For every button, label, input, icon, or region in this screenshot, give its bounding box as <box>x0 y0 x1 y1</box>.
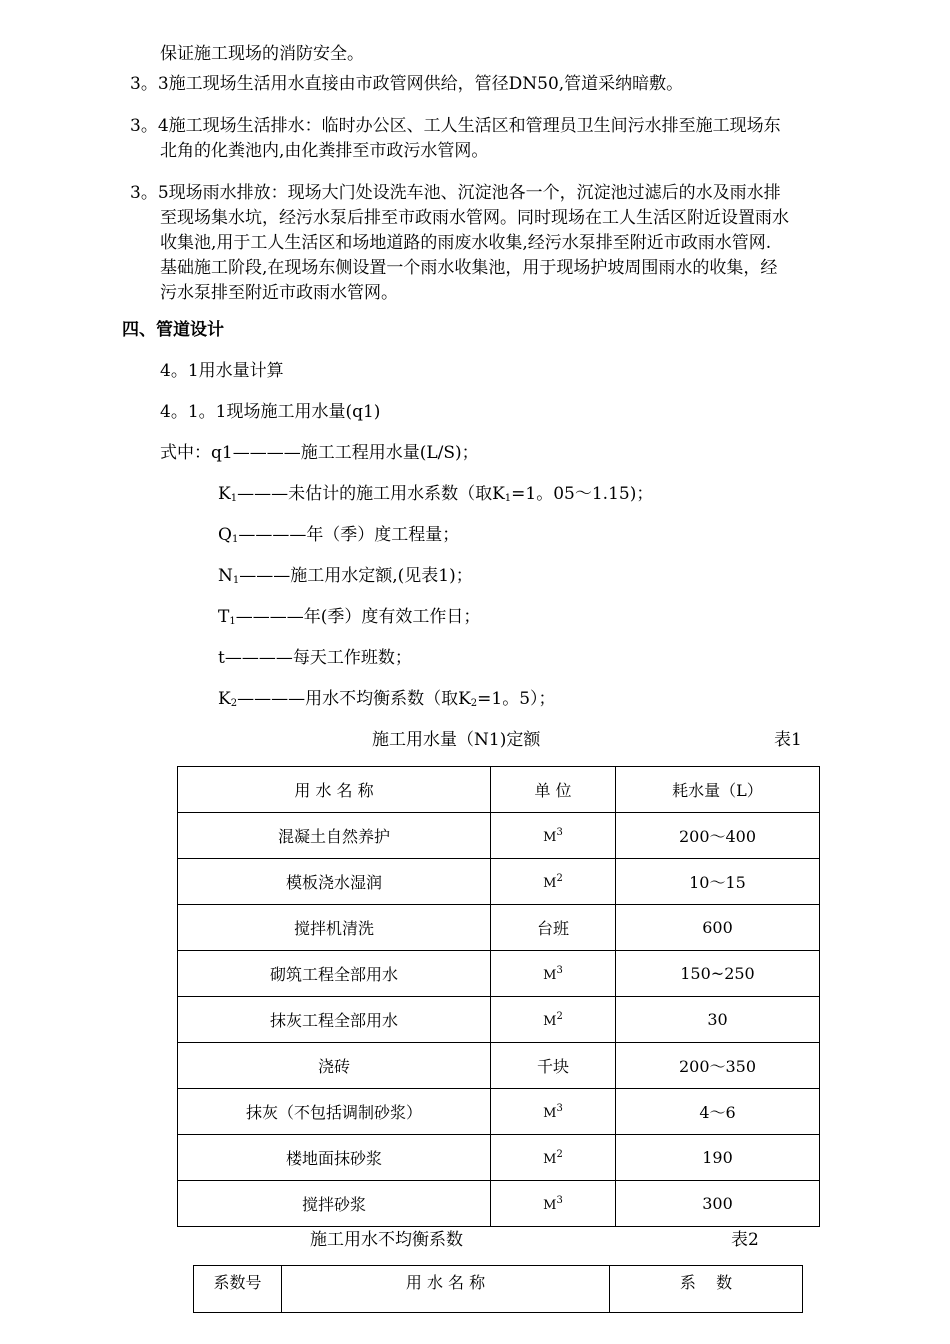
cell-unit <box>491 859 616 905</box>
cell-name: 模板浇水湿润 <box>178 859 491 905</box>
cell-name: 浇砖 <box>178 1043 491 1089</box>
cell-name: 搅拌机清洗 <box>178 905 491 951</box>
table2-label: 表2 <box>731 1230 759 1250</box>
subscript: 1 <box>231 534 239 545</box>
unit-text: M <box>543 1106 557 1121</box>
unit-text: 千块 <box>536 1057 569 1076</box>
unit-text: M <box>543 1014 557 1029</box>
column-header-name: 用 水 名 称 <box>282 1266 610 1313</box>
column-header-amount: 耗水量（L） <box>616 767 820 813</box>
cell-amount: 10～15 <box>616 859 820 905</box>
cell-name: 抹灰（不包括调制砂浆） <box>178 1089 491 1135</box>
text: ————年（季）度工程量； <box>238 525 460 545</box>
cell-amount: 4～6 <box>616 1089 820 1135</box>
cell-unit <box>491 905 616 951</box>
unit-superscript: 3 <box>556 1103 563 1114</box>
unit-superscript: 3 <box>556 1195 563 1206</box>
cell-unit <box>491 1181 616 1227</box>
column-header-name: 用 水 名 称 <box>178 767 491 813</box>
table-row <box>178 1089 820 1135</box>
cell-unit <box>491 813 616 859</box>
cell-amount: 190 <box>616 1135 820 1181</box>
table1-label: 表1 <box>774 730 802 750</box>
table-body <box>178 813 820 1227</box>
cell-amount: 150~250 <box>616 951 820 997</box>
paragraph-3-3: 3。3施工现场生活用水直接由市政管网供给，管径DN50,管道采纳暗敷。 <box>130 74 684 94</box>
subscript: 1 <box>230 493 238 504</box>
table-row <box>178 813 820 859</box>
cell-amount: 200～400 <box>616 813 820 859</box>
formula-q1-quantity <box>218 523 459 552</box>
formula-k1 <box>218 482 653 511</box>
symbol: T <box>218 607 230 627</box>
text: ————年(季）度有效工作日； <box>235 607 481 627</box>
column-header-coefficient: 系 数 <box>610 1266 803 1313</box>
paragraph-3-4-line1: 3。4施工现场生活排水：临时办公区、工人生活区和管理员卫生间污水排至施工现场东 <box>130 116 781 136</box>
paragraph-3-5-line1: 3。5现场雨水排放：现场大门处设洗车池、沉淀池各一个，沉淀池过滤后的水及雨水排 <box>130 183 781 203</box>
cell-unit <box>491 951 616 997</box>
cell-unit <box>491 1043 616 1089</box>
unit-superscript: 2 <box>556 1011 563 1022</box>
table1-caption: 施工用水量（N1)定额 <box>372 730 541 750</box>
cell-name: 搅拌砂浆 <box>178 1181 491 1227</box>
paragraph-3-5-line3: 收集池,用于工人生活区和场地道路的雨废水收集,经污水泵排至附近市政雨水管网. <box>160 233 772 253</box>
symbol: N <box>218 566 233 586</box>
table-row <box>178 1181 820 1227</box>
paragraph-3-5-line2: 至现场集水坑，经污水泵后排至市政雨水管网。同时现场在工人生活区附近设置雨水 <box>160 208 789 228</box>
cell-name: 抹灰工程全部用水 <box>178 997 491 1043</box>
text: ————用水不均衡系数（取K <box>237 689 471 709</box>
cell-name: 混凝土自然养护 <box>178 813 491 859</box>
cell-amount: 300 <box>616 1181 820 1227</box>
unit-superscript: 3 <box>556 827 563 838</box>
text: ———施工用水定额,(见表1)； <box>239 566 473 586</box>
cell-unit <box>491 997 616 1043</box>
paragraph-3-4-line2: 北角的化粪池内,由化粪排至市政污水管网。 <box>160 141 489 161</box>
formula-q1: 式中：q1————施工工程用水量(L/S)； <box>160 443 479 463</box>
symbol: K <box>218 689 231 709</box>
paragraph-3-5-line4: 基础施工阶段,在现场东侧设置一个雨水收集池，用于现场护坡周围雨水的收集，经 <box>160 258 778 278</box>
subsection-4-1-1: 4。1。1现场施工用水量(q1) <box>160 402 381 422</box>
unit-text: M <box>543 830 557 845</box>
unit-superscript: 3 <box>556 965 563 976</box>
table-header-row <box>178 767 820 813</box>
subscript: 1 <box>229 616 236 627</box>
column-header-coefficient-no: 系数号 <box>194 1266 282 1313</box>
cell-amount: 30 <box>616 997 820 1043</box>
symbol: Q <box>218 525 232 545</box>
table-row <box>178 859 820 905</box>
water-quota-table <box>177 766 820 1227</box>
paragraph-fire-safety: 保证施工现场的消防安全。 <box>160 44 364 64</box>
table2-caption: 施工用水不均衡系数 <box>310 1230 463 1250</box>
text: ———未估计的施工用水系数（取K <box>237 484 505 504</box>
table-header-row <box>194 1266 803 1313</box>
text: =1。05～1.15)； <box>511 484 654 504</box>
table-row <box>178 951 820 997</box>
subscript: 1 <box>232 575 240 586</box>
cell-amount: 200～350 <box>616 1043 820 1089</box>
formula-t: t————每天工作班数； <box>218 648 412 668</box>
table-row <box>178 1135 820 1181</box>
subscript: 1 <box>504 493 512 504</box>
symbol: K <box>218 484 231 504</box>
table-row <box>178 997 820 1043</box>
unit-text: 台班 <box>536 919 569 938</box>
paragraph-3-5-line5: 污水泵排至附近市政雨水管网。 <box>160 283 398 303</box>
unit-text: M <box>543 876 557 891</box>
cell-name: 砌筑工程全部用水 <box>178 951 491 997</box>
table-row <box>178 1043 820 1089</box>
unit-text: M <box>543 1152 557 1167</box>
cell-unit <box>491 1089 616 1135</box>
water-imbalance-table <box>193 1265 803 1313</box>
formula-t1 <box>218 605 480 634</box>
table-row <box>178 905 820 951</box>
column-header-unit: 单 位 <box>491 767 616 813</box>
formula-n1 <box>218 564 473 593</box>
unit-superscript: 2 <box>556 873 563 884</box>
cell-amount: 600 <box>616 905 820 951</box>
cell-unit <box>491 1135 616 1181</box>
unit-text: M <box>543 1198 557 1213</box>
cell-name: 楼地面抹砂浆 <box>178 1135 491 1181</box>
subscript: 2 <box>470 698 478 709</box>
subsection-4-1: 4。1用水量计算 <box>160 361 284 381</box>
text: =1。5）； <box>477 689 556 709</box>
unit-text: M <box>543 968 557 983</box>
unit-superscript: 2 <box>556 1149 563 1160</box>
formula-k2 <box>218 687 556 716</box>
section-heading-pipe-design: 四、管道设计 <box>122 320 224 340</box>
subscript: 2 <box>230 698 238 709</box>
